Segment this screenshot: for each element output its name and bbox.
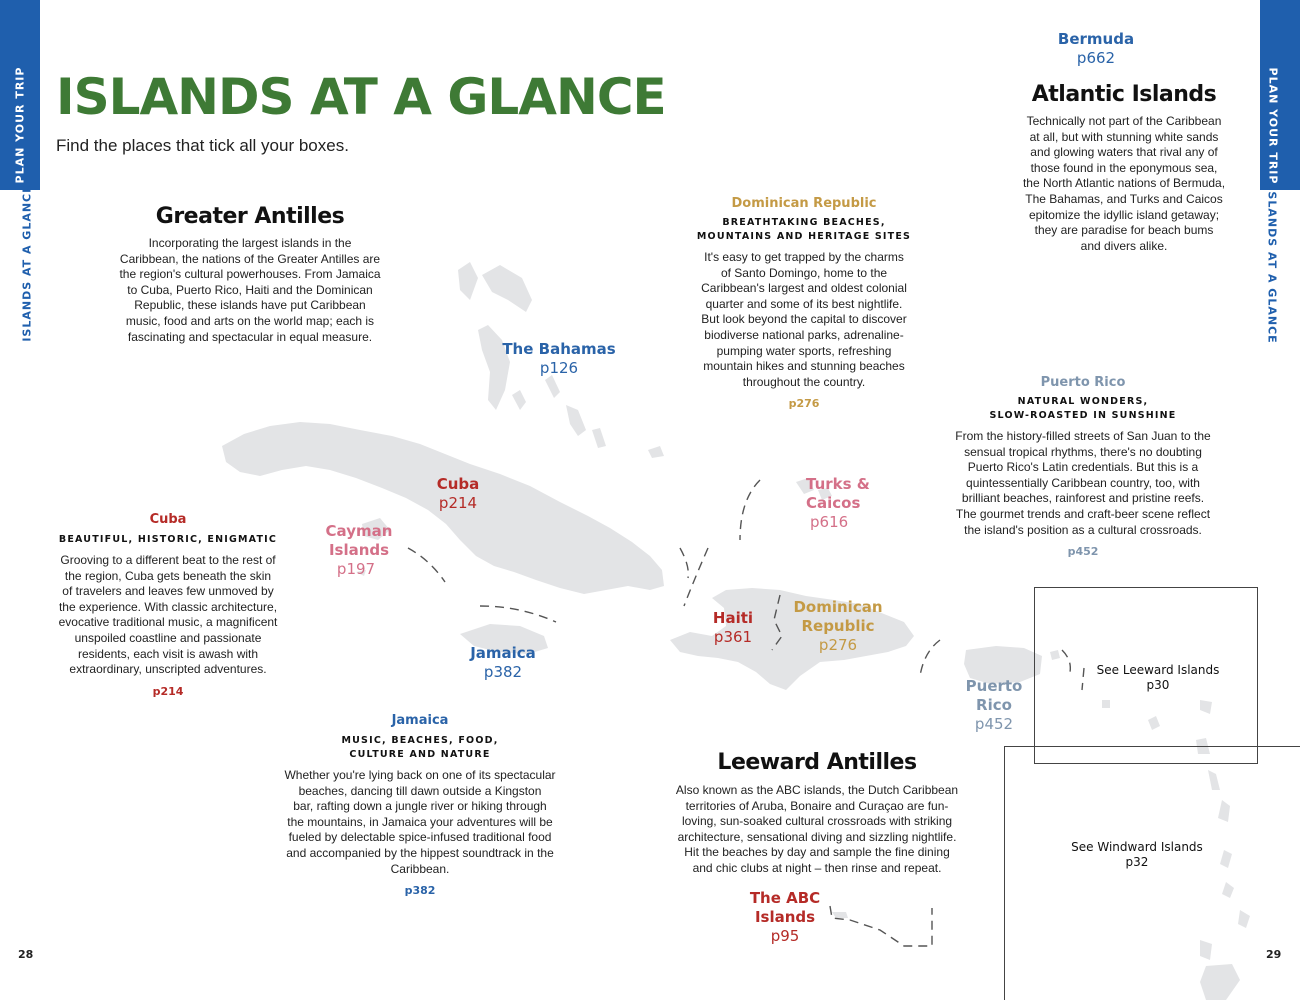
map-label-bahamas-page: p126 [539, 359, 579, 377]
puerto-rico-blurb-page[interactable]: p452 [1067, 545, 1099, 559]
atlantic-islands-text: Technically not part of the Caribbean at all, but with stunning white sands and glowing waters that rival any of those found in the eponymous sea, the North Atlantic nations of Bermuda, The Bahamas, and Turks and Caicos epitomize the idyllic island getaway; they are paradise for beach bums and divers alike. [1022, 114, 1226, 253]
boundary-line [740, 480, 760, 540]
map-label-cayman[interactable] [317, 522, 401, 579]
leeward-land [1148, 716, 1160, 730]
right-section-label: ISLANDS AT A GLANCE [1265, 186, 1279, 344]
boundary-line [1062, 650, 1070, 672]
windward-land [1208, 770, 1220, 790]
jamaica-blurb-tagline: MUSIC, BEACHES, FOOD, CULTURE AND NATURE [341, 735, 499, 760]
windward-inset-label[interactable]: See Windward Islands p32 [1071, 840, 1203, 869]
atlantic-islands-heading: Atlantic Islands [1031, 82, 1217, 107]
jamaica-blurb-page[interactable]: p382 [404, 884, 436, 898]
boundary-line [408, 548, 445, 582]
left-section-label: ISLANDS AT A GLANCE [20, 184, 34, 342]
map-label-pr[interactable] [954, 677, 1034, 734]
map-label-turks-name: Turks & Caicos [806, 475, 870, 512]
boundary-line [920, 640, 940, 676]
windward-land [1222, 882, 1234, 898]
windward-land [1218, 800, 1230, 822]
cuba-blurb-heading: Cuba [149, 512, 187, 527]
dominican-republic-blurb-tagline: BREATHTAKING BEACHES, MOUNTAINS AND HERITAGE SITES [696, 217, 912, 242]
bahamas-land [592, 428, 606, 448]
jamaica-blurb-heading: Jamaica [391, 713, 449, 728]
bahamas-land [482, 265, 532, 312]
map-label-turks[interactable] [796, 475, 872, 532]
greater-antilles-section [100, 204, 400, 345]
map-label-bermuda[interactable] [1046, 30, 1146, 68]
puerto-rico-blurb-heading: Puerto Rico [1040, 375, 1126, 390]
leeward-antilles-section [662, 750, 972, 877]
page-number-right: 29 [1266, 948, 1282, 961]
right-tab-label: PLAN YOUR TRIP [1266, 67, 1280, 185]
map-label-haiti-name: Haiti [712, 609, 754, 627]
map-label-pr-name: Puerto Rico [965, 677, 1023, 714]
dominican-republic-blurb-text: It's easy to get trapped by the charms of Santo Domingo, home to the Caribbean's largest and oldest colonial quarter and some of its best nightlife. But look beyond the capital to discover biodiverse national parks, adrenaline- pumping water sports, refreshing mountain hikes and stunning beaches throughout the country. [701, 250, 907, 389]
puerto-rico-blurb-text: From the history-filled streets of San Juan to the sensual tropical rhythms, there's no doubting Puerto Rico's Latin credentials. But this is a quintessentially Caribbean country, too, with brilliant beaches, rainforest and pristine reefs. The gourmet trends and craft-beer scene reflect the island's position as a cultural crossroads. [955, 429, 1211, 537]
left-tab-label: PLAN YOUR TRIP [13, 66, 27, 184]
map-label-cuba-page: p214 [438, 494, 478, 512]
cuba-blurb-text: Grooving to a different beat to the rest of the region, Cuba gets beneath the skin of travelers and leaves few unmoved by the experience. With classic architecture, evocative traditional music, a magnificent unspoiled coastline and passionate residents, each visit is awash with extraordinary, unscripted adventures. [58, 553, 278, 677]
bahamas-land [512, 390, 526, 410]
leeward-land [1102, 700, 1110, 708]
dominican-republic-blurb-heading: Dominican Republic [731, 196, 877, 211]
map-label-pr-page: p452 [974, 715, 1014, 733]
page-subtitle: Find the places that tick all your boxes. [56, 136, 349, 155]
map-label-abc-name: The ABC Islands [749, 889, 821, 926]
puerto-rico-blurb [944, 375, 1222, 558]
dominican-republic-blurb-page[interactable]: p276 [788, 397, 820, 411]
map-label-cuba-name: Cuba [436, 475, 480, 493]
bahamas-land [648, 446, 664, 458]
map-label-bermuda-page: p662 [1076, 49, 1116, 67]
map-label-haiti[interactable] [702, 609, 764, 647]
windward-land [1200, 940, 1212, 960]
map-label-jamaica-name: Jamaica [470, 644, 536, 662]
puerto-rico-blurb-tagline: NATURAL WONDERS, SLOW-ROASTED IN SUNSHINE [989, 396, 1177, 421]
bahamas-land [566, 405, 586, 436]
boundary-line [680, 548, 688, 578]
abc-land [832, 912, 848, 918]
map-label-dr[interactable] [788, 598, 888, 655]
map-label-dr-page: p276 [818, 636, 858, 654]
map-label-cayman-name: Cayman Islands [325, 522, 393, 559]
bahamas-land [458, 262, 478, 300]
leeward-inset-label[interactable]: See Leeward Islands p30 [1096, 663, 1220, 692]
dominican-republic-blurb [684, 196, 924, 410]
cuba-blurb-page[interactable]: p214 [152, 684, 184, 698]
leeward-land [1200, 700, 1212, 714]
jamaica-blurb-text: Whether you're lying back on one of its spectacular beaches, dancing till dawn outside a Kingston bar, rafting down a jungle river or hiking through the mountains, in Jamaica your adventures will be fueled by delectable spice-infused traditional food and accompanied by the hippest soundtrack in the Caribbean. [284, 768, 556, 876]
map-label-abc-page: p95 [770, 927, 800, 945]
map-label-bermuda-name: Bermuda [1057, 30, 1135, 48]
map-label-cayman-page: p197 [336, 560, 376, 578]
trinidad-land [1200, 964, 1240, 1000]
map-label-bahamas[interactable] [494, 340, 624, 378]
windward-inset-frame [1005, 747, 1300, 1000]
atlantic-islands-section [994, 82, 1254, 254]
map-label-cuba[interactable] [418, 475, 498, 513]
map-label-jamaica[interactable] [458, 644, 548, 682]
map-label-jamaica-page: p382 [483, 663, 523, 681]
page-number-left: 28 [18, 948, 34, 961]
jamaica-blurb [270, 713, 570, 897]
map-label-turks-page: p616 [810, 513, 849, 531]
cuba-blurb [48, 512, 288, 698]
greater-antilles-text: Incorporating the largest islands in the Caribbean, the nations of the Greater Antilles are the region's cultural powerhouses. From Jamaica to Cuba, Puerto Rico, Haiti and the Dominican Republic, these islands have put Caribbean music, food and arts on the world map; each is fascinating and spectacular in equal measure. [119, 236, 381, 344]
greater-antilles-heading: Greater Antilles [155, 204, 345, 229]
page-title: ISLANDS AT A GLANCE [56, 68, 666, 126]
leeward-antilles-heading: Leeward Antilles [717, 750, 917, 775]
bahamas-land [545, 375, 560, 398]
map-label-haiti-page: p361 [713, 628, 753, 646]
cuba-blurb-tagline: BEAUTIFUL, HISTORIC, ENIGMATIC [58, 534, 278, 545]
leeward-land [1050, 650, 1060, 660]
map-label-bahamas-name: The Bahamas [502, 340, 616, 358]
map-label-abc[interactable] [740, 889, 830, 946]
boundary-line [480, 606, 556, 622]
leeward-antilles-text: Also known as the ABC islands, the Dutch Caribbean territories of Aruba, Bonaire and Curaçao are fun- loving, sun-soaked cultural crossroads with striking architecture, sensational diving and sizzling nightlife. Hit the beaches by day and sample the fine dining and chic clubs at night – then rinse and repeat. [675, 783, 959, 875]
map-label-dr-name: Dominican Republic [793, 598, 883, 635]
windward-land [1238, 910, 1250, 928]
